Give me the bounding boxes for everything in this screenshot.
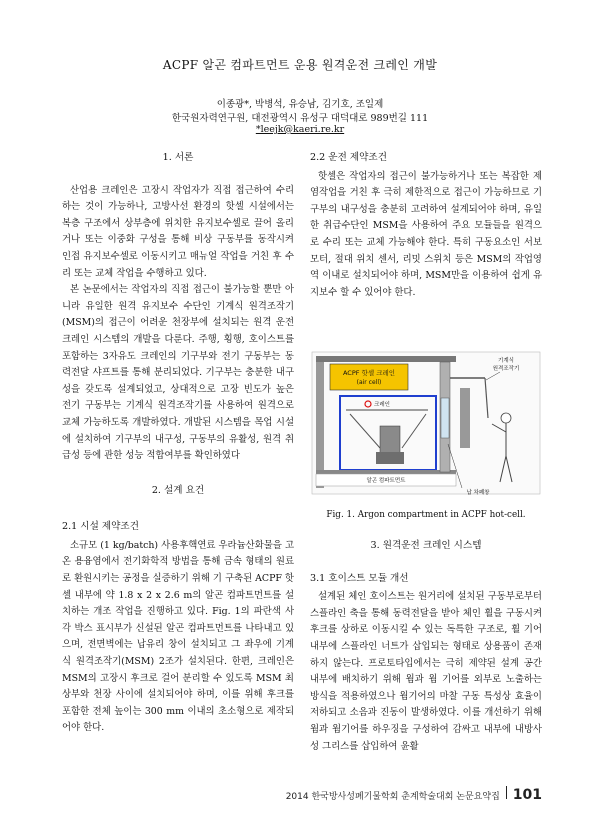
ceiling-beam [316,356,456,362]
section-3-1-paragraph: 설계된 체인 호이스트는 원거리에 설치된 구동부로부터 스플라인 축을 통해 동력전달을 받아 체인 휠을 구동시켜 후크를 상하로 이동시킬 수 있는 독특한 구조로, 휠 기어 내부에 스플라인 너트가 삽입되는 형태로 상용품이 존재하지 않는다. 프로토타입에서는 극히 제약된 설계 공간 내부에 배치하기 위해 웜과 웜 기어를 외부로 노출하는 방식을 적용하였으나 웜기어의 마찰 구동 특성상 효율이 저하되고 소음과 진동이 발생하였다. 이를 개선하기 위해 웜과 웜기어를 하우징을 구성하여 감싸고 내부에 내방사성 그리스를 삽입하여 윤활 [310,591,542,752]
lead-window [441,398,449,438]
left-wall [316,362,324,488]
argon-label: 알곤 컴파트먼트 [366,478,406,484]
figure-1-drawing [310,348,542,498]
affiliation: 한국원자력연구원, 대전광역시 유성구 대덕대로 989번길 111 [171,113,429,124]
figure-1-caption: Fig. 1. Argon compartment in ACPF hot-cell. [326,510,526,520]
floor-slab [316,470,456,474]
equipment-base [376,452,404,464]
section-3-heading: 3. 원격운전 크레인 시스템 [370,540,482,551]
right-column-bottom [310,538,542,755]
msm-label-2: 원격조작기 [492,366,520,372]
section-2-1-paragraph: 소규모 (1 kg/batch) 사용후핵연료 우라늄산화물을 고온 용융염에서 전기화학적 방법을 통해 금속 형태의 원료로 환원시키는 공정을 실증하기 위해 기 구축된 ACPF 핫셀 내부에 약 1.8 x 2 x 2.6 m의 알곤 컴파트먼트를 설치하는 개조 작업을 진행하고 있다. Fig. 1의 파란색 사각 박스 표시부가 신설된 알곤 컴파트먼트를 나타내고 있으며, 전면벽에는 납유리 창이 설치되고 그 좌우에 기계식 원격조작기(MSM) 2조가 설치된다. 한편, 크레인은 MSM의 고장시 후크로 걸어 분리할 수 있도록 MSM 최상부와 천장 사이에 설치되어야 하며, 이를 위해 후크를 포함한 전체 높이는 300 mm 이내의 초소형으로 제작되어야 한다. [62,539,294,734]
section-1-heading: 1. 서론 [162,152,194,163]
msm-label-1: 기계식 [498,358,514,364]
section-2-heading: 2. 설계 요건 [151,484,205,496]
right-column-top [310,150,542,301]
page-number: 101 [512,787,542,803]
conference-name: 2014 한국방사성폐기물학회 춘계학술대회 논문요약집 [285,792,500,802]
section-2-2-paragraph: 핫셀은 작업자의 접근이 불가능하거나 또는 복잡한 제염작업을 거친 후 극히 제한적으로 접근이 가능하므로 기구부의 내구성을 충분히 고려하여 설계되어야 하며, 유일한 취급수단인 MSM을 사용하여 주요 모듈들을 원격으로 수리 또는 교체 가능해야 한다. 특히 구동요소인 서보모터, 절대 위치 센서, 리밋 스위치 등은 MSM의 작업영역 이내로 설치되어야 하며, MSM만을 이용하여 쉽게 유지보수 할 수 있어야 한다. [310,170,542,298]
subsection-2-1-heading: 2.1 시설 제약조건 [62,521,139,533]
window-label: 납 차폐창 [466,490,490,496]
section-1-paragraph-1: 산업용 크레인은 고장시 작업자가 직접 접근하여 수리하는 것이 가능하나, 고방사선 환경의 핫셀 시설에서는 복층 구조에서 상부층에 위치한 유지보수셀로 끌어 올리거나 또는 이중화 구성을 통해 비상 구동부를 동작시켜 인접 유지보수셀로 이동시키고 매뉴얼 작업을 거친 후 수리 또는 교체 작업을 수행하고 있다. [62,184,294,279]
left-column [62,150,294,737]
crane-box-sublabel: (air cell) [356,379,382,386]
process-equipment [380,426,400,454]
operator-head [501,413,511,423]
authors: 이종광*, 박병석, 유승남, 김기호, 조일제 [216,99,384,110]
figure-1 [310,348,542,498]
subsection-2-2-heading: 2.2 운전 제약조건 [310,152,387,163]
small-crane-label: 크레인 [374,402,390,408]
footer-divider [506,786,507,799]
section-1-paragraph-2: 본 논문에서는 작업자의 직접 접근이 불가능할 뿐만 아니라 유일한 원격 유지보수 수단인 기계식 원격조작기(MSM)의 접근이 어려운 천장부에 설치되는 원격 운전 크레인 시스템의 개발을 다룬다. 주행, 횡행, 호이스트를 포함하는 3자유도 크레인의 기구부와 전기 구동부는 동력전달 샤프트를 통해 분리되었다. 기구부는 충분한 내구성을 갖도록 설계되었고, 상대적으로 고장 빈도가 높은 전기 구동부는 기계식 원격조작기를 사용하여 원격으로 교체 가능하도록 개발하였다. 개발된 시스템을 목업 시설에 설치하여 기구부의 내구성, 구동부의 유활성, 원격 취급성 등에 관한 성능 적합여부를 확인하였다 [62,284,294,462]
crane-box-label: ACPF 핫셀 크레인 [342,369,396,377]
msm-column [460,388,470,448]
paper-title: ACPF 알곤 컴파트먼트 운용 원격운전 크레인 개발 [162,58,438,72]
email-link[interactable]: *leejk@kaeri.re.kr [255,124,345,135]
crane-box [330,364,408,390]
subsection-3-1-heading: 3.1 호이스트 모듈 개선 [310,572,409,584]
page-footer [286,786,542,803]
